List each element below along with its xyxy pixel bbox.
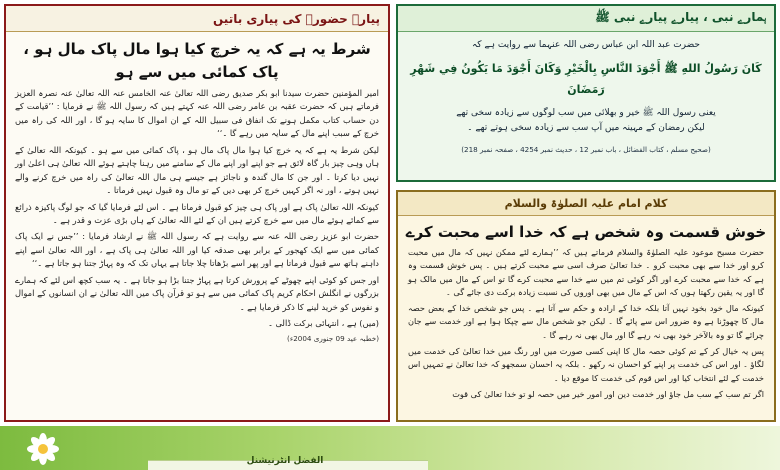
sermon-paragraph: پس یہ خیال کر کے تم کوئی حصہ مال کا اپنی کسی صورت میں اور رنگ میں خدا تعالیٰ کی خدمت میں لگاؤ ۔ اور اس کی خدمت پر اپنے کو احسان نہ رکھو ۔ بلکہ یہ احسان سمجھو کہ خدا تعالیٰ نے تمہیں اس خدمت کے لئے انتخاب کیا اور اس قوم کی خدمت کا موقع دیا ۔ bbox=[408, 345, 764, 383]
flower-core bbox=[38, 444, 48, 454]
left-paragraph: کیونکہ اللہ تعالیٰ پاک ہے اور پاک ہی چیز کو قبول فرماتا ہے ۔ اس لئے فرمایا گیا کہ جو لوگ پاکیزہ ذرائع سے کمائے ہوئے مال میں سے خرچ کرتے ہیں ان کے لئے اللہ تعالیٰ کے ہاں بڑی عزت و قدر ہے ۔ bbox=[15, 201, 379, 225]
sermon-panel bbox=[396, 190, 776, 422]
left-article-body bbox=[6, 87, 388, 352]
hadith-panel-header bbox=[398, 6, 774, 32]
sermon-paragraph: کیونکہ مال خود بخود نہیں آتا بلکہ خدا کے ارادہ و حکم سے آتا ہے ۔ پس جو شخص خدا کے بعض حصہ مال کا چھوڑنا ہے وہ ضرور اس سے پائے گا ۔ لیکن جو شخص مال سے چپکا ہوا ہے اور خدمت سے جان چرائے گا تو وہ بالآخر خود بھی نہ رہے گا اور مال بھی نہ رہے گا ۔ bbox=[408, 303, 764, 340]
hadith-panel-body bbox=[398, 32, 774, 163]
left-article-panel bbox=[4, 4, 390, 422]
right-column bbox=[396, 4, 776, 422]
hadith-reference: (صحیح مسلم ، کتاب الفضائل ، باب نمبر 12 ، حدیث نمبر 4254 ، صفحہ نمبر 218) bbox=[461, 145, 711, 155]
hadith-translation-line-2: لیکن رمضان کے مہینہ میں آپ سب سے زیادہ سخی ہوتے تھے ۔ bbox=[467, 123, 705, 134]
left-paragraph: لیکن شرط یہ ہے کہ یہ خرچ کیا ہوا مال پاک مال ہو ، پاک کمائی میں سے ہو ۔ کیونکہ اللہ تعالیٰ کے ہاں وہی چیز بار گاہ لائق ہے جو اپنے اور اپنے مال کے سامنے میں رہنا چاہتے ہوئے اللہ تعالیٰ ہی اعلیٰ اور نہیں دیا کرتا ۔ اور جن کا مال گندہ و ناجائز ہے جیسے ہی مال اللہ تعالیٰ کی راہ میں خرچ کرنے والے نہیں ہوتے ، اور نہ اگر کہیں خرچ کر بھی دیں کے تو مال وہ قبول نہیں فرماتا ۔ bbox=[15, 144, 379, 196]
left-reference: (خطبہ عید 09 جنوری 2004ء) bbox=[287, 334, 379, 344]
page-footer bbox=[0, 426, 780, 470]
hadith-panel bbox=[396, 4, 776, 182]
hadith-header-title: ہمارے نبی ، پیارے پیارے نبی ﷺ bbox=[595, 10, 766, 24]
left-panel-header bbox=[6, 6, 388, 32]
sermon-paragraph: حضرت مسیح موعود علیہ الصلوٰۃ والسلام فرماتے ہیں کہ ’’ہمارے لئے ممکن نہیں کہ مال میں محبت کرو اور خدا سے بھی محبت کرو ۔ خدا تعالیٰ صرف اسی سے محبت کرتے ہیں ۔ پس خوش قسمت وہ ہے کہ خدا سے محبت کرے اور اگر کوئی تم میں سے خدا سے محبت کرے گا تو اس کے مال میں مالک ہو گا اور یہ یقین رکھتا ہوں کہ اس کے مال میں بھی اوروں کی نسبت زیادہ برکت دی جائے گی ۔ bbox=[408, 247, 764, 297]
sermon-title: خوش قسمت وہ شخص ہے کہ خدا اسے محبت کرے bbox=[405, 223, 767, 241]
footer-title: الفضل انٹرنیشنل bbox=[246, 456, 324, 466]
hadith-arabic-text: كَانَ رَسُولُ اللهِ ﷺ أَجْوَدَ النَّاسِ بِالْخَيْرِ وَكَانَ أَجْوَدَ مَا يَكُونُ فِي شَهْرِ رَمَضَانَ bbox=[410, 61, 762, 96]
left-paragraph: اور جس کو کوئی اپنے چھوٹے کے پرورش کرتا ہے پہاڑ جتنا بڑا ہو جاتا ہے ۔ یہ سب کچھ اس لئے کہ ہمارے بزرگوں نے انگلش احکام کریم پاک کمائی میں سے ہو تو قرآن پاک میں اللہ تعالیٰ نے ان انسانوں کے اموال و نفوس کو خرید لینے کا ذکر فرمایا ہے ۔ bbox=[15, 274, 379, 312]
daisy-flower-icon bbox=[26, 432, 60, 466]
footer-decoration bbox=[0, 426, 780, 470]
left-paragraph: حضرت ابو عزیز رضی اللہ عنہ سے روایت ہے کہ رسول اللہ ﷺ نے ارشاد فرمایا : ’’جس نے ایک پاک کمائی میں سے ایک کھجور کے برابر بھی صدقہ کیا اور اللہ تعالیٰ ہی پاک ہے ، اور اللہ تعالیٰ اسے اپنے داہنے ہاتھ سے قبول فرماتا ہے اور پھر اسے بڑھاتا چلا جاتا ہے یہاں تک کہ وہ پہاڑ جتنا ہو جاتا ہے ۔‘‘ bbox=[15, 231, 379, 269]
sermon-body bbox=[398, 246, 774, 401]
hadith-translation-line-1: یعنی رسول اللہ ﷺ خیر و بھلائی میں سب لوگوں سے زیادہ سخی تھے bbox=[456, 107, 716, 118]
left-header-title: پیارے حضورۖ کی پیاری باتیں bbox=[213, 11, 380, 26]
hadith-lead: حضرت عبد اللہ ابن عباس رضی اللہ عنہما سے روایت ہے کہ bbox=[472, 40, 700, 50]
left-paragraph: امیر المؤمنین حضرت سیدنا ابو بکر صدیق رضی اللہ تعالیٰ عنہ الخامس عنہ اللہ تعالیٰ عنہ نصرہ العزیز فرماتے ہیں کہ حضرت عقبہ بن عامر رضی اللہ عنہ کہتے ہیں کہ رسول اللہ ﷺ نے فرمایا : ’’قیامت کے دن حساب کتاب مکمل ہونے تک انفاق فی سبیل اللہ کے ان اموال کا سایہ ہو گا ، اور اللہ کی راہ میں خرچ کے سبب اپنے مال کے سایہ میں رہے گا ۔‘‘ bbox=[15, 88, 379, 139]
sermon-panel-header bbox=[398, 192, 774, 216]
sermon-header-title: کلام امام علیہ الصلوٰۃ والسلام bbox=[504, 197, 668, 210]
left-closing-line: (میں) ہے ، انتہائی برکت ڈالی ۔ bbox=[268, 318, 379, 328]
sermon-closing-line: اگر تم سب کے سب مل جاؤ اور خدمت دین اور امور خیر میں حصہ لو تو خدا تعالیٰ کی قوت bbox=[452, 388, 764, 399]
left-article-title: شرط یہ ہے کہ یہ خرچ کیا ہوا مال پاک مال ہو ، پاک کمائی میں سے ہو bbox=[23, 40, 371, 81]
